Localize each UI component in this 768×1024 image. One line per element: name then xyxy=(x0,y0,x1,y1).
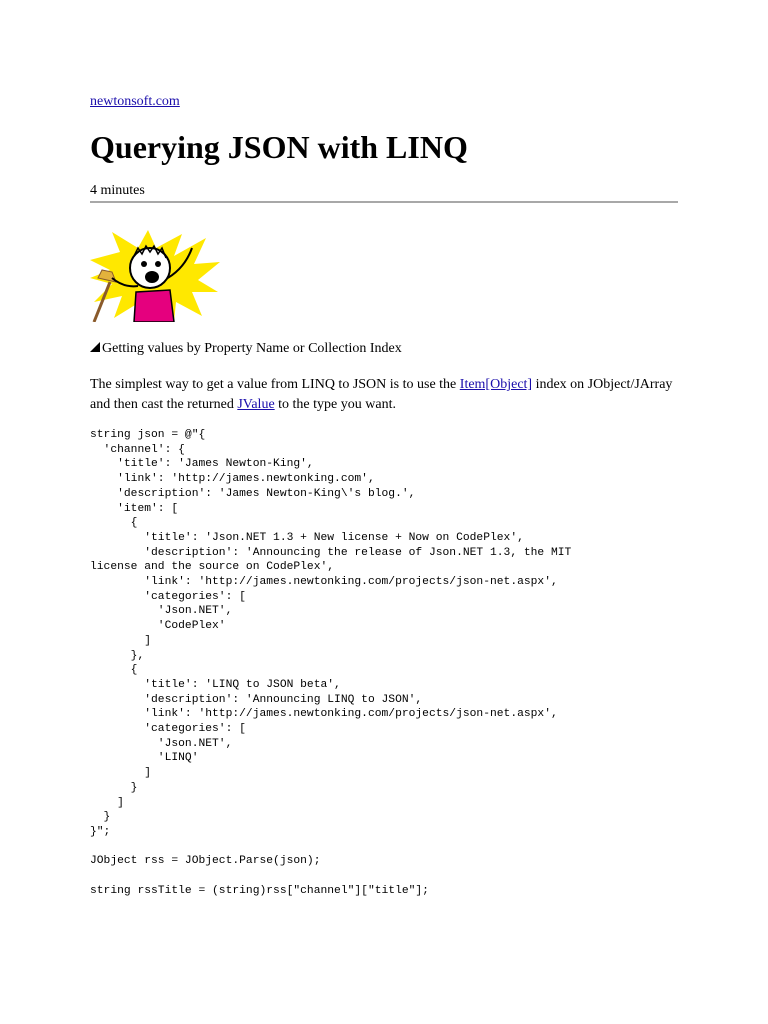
article-title: Querying JSON with LINQ xyxy=(90,129,468,165)
jvalue-link[interactable]: JValue xyxy=(237,397,275,412)
collapse-triangle-icon xyxy=(90,342,100,352)
parse-code-line: JObject rss = JObject.Parse(json); xyxy=(90,855,321,867)
source-site-link[interactable]: newtonsoft.com xyxy=(90,94,180,109)
title-code-line: string rssTitle = (string)rss["channel"]["title"]; xyxy=(90,885,429,897)
hero-image xyxy=(90,230,220,322)
intro-text-3: to the type you want. xyxy=(274,397,396,412)
intro-text-1: The simplest way to get a value from LINQ to JSON is to use the xyxy=(90,377,460,392)
meme-illustration-icon xyxy=(90,230,220,322)
section-heading: Getting values by Property Name or Collection Index xyxy=(102,341,402,356)
title-divider xyxy=(90,201,678,203)
section-toggle-getting-values[interactable] xyxy=(90,341,402,357)
json-code-block: string json = @"{ 'channel': { 'title': 'James Newton-King', 'link': 'http://james.newtonking.com', 'description': 'James Newton-King\'s blog.', 'item': [ { 'title': 'Json.NET 1.3 + New license + Now on CodePlex', 'description': 'Announcing the release of Json.NET 1.3, the MIT license and the source on CodePlex', 'link': 'http://james.newtonking.com/projects/json-net.aspx', 'categories': [ 'Json.NET', 'CodePlex' ] }, { 'title': 'LINQ to JSON beta', 'description': 'Announcing LINQ to JSON', 'link': 'http://james.newtonking.com/projects/json-net.aspx', 'categories': [ 'Json.NET', 'LINQ' ] } ] } }"; xyxy=(90,429,572,838)
intro-paragraph xyxy=(90,375,680,415)
item-object-link[interactable]: Item[Object] xyxy=(459,377,533,392)
read-time: 4 minutes xyxy=(90,183,145,198)
intro-text-2: index on JObject/JArray and then cast the returned xyxy=(90,377,673,412)
